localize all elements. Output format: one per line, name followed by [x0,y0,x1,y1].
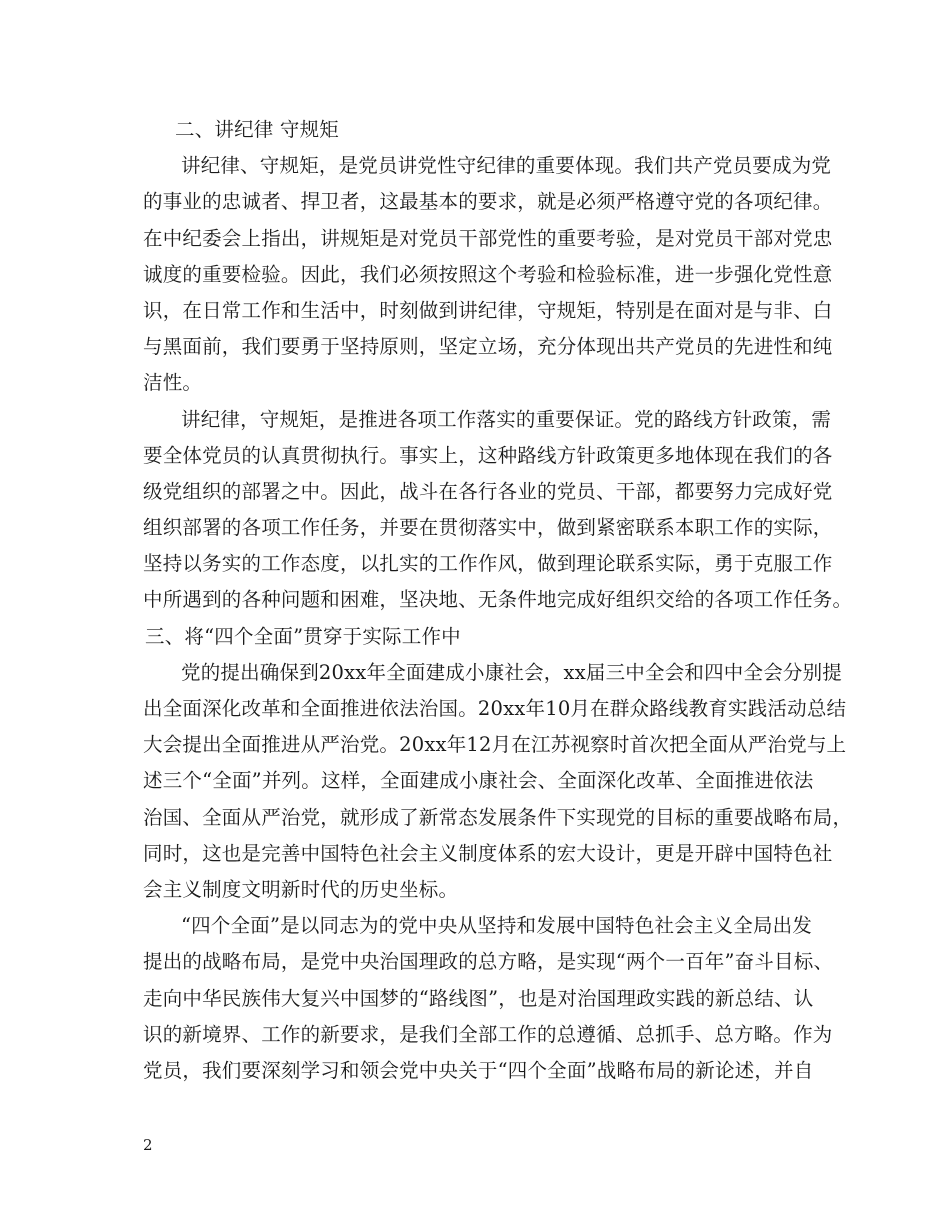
text-line: 会主义制度文明新时代的历史坐标。 [143,877,459,901]
text-line: 与黑面前，我们要勇于坚持原则，坚定立场，充分体现出共产党员的先进性和纯 [143,335,833,359]
text-line: 要全体党员的认真贯彻执行。事实上，这种路线方针政策更多地体现在我们的各 [143,443,833,467]
text-line: 三、将“四个全面”贯穿于实际工作中 [145,624,461,648]
page-number: 2 [143,1136,153,1154]
text-line: 讲纪律、守规矩，是党员讲党性守纪律的重要体现。我们共产党员要成为党 [181,154,832,178]
text-line: 二、讲纪律 守规矩 [175,118,339,141]
text-line: 大会提出全面推进从严治党。20xx年12月在江苏视察时首次把全面从严治党与上 [143,733,847,757]
text-line: 治国、全面从严治党，就形成了新常态发展条件下实现党的目标的重要战略布局， [143,805,853,829]
text-line: 讲纪律，守规矩，是推进各项工作落实的重要保证。党的路线方针政策，需 [181,407,832,431]
text-line: 同时，这也是完善中国特色社会主义制度体系的宏大设计，更是开辟中国特色社 [143,841,833,865]
text-line: 在中纪委会上指出，讲规矩是对党员干部党性的重要考验，是对党员干部对党忠 [143,226,833,250]
text-line: 中所遇到的各种问题和困难，坚决地、无条件地完成好组织交给的各项工作任务。 [143,588,853,612]
text-line: 党的提出确保到20xx年全面建成小康社会，xx届三中全会和四中全会分别提 [181,660,843,684]
text-line: 坚持以务实的工作态度，以扎实的工作作风，做到理论联系实际，勇于克服工作 [143,552,833,576]
text-line: 的事业的忠诚者、捍卫者，这最基本的要求，就是必须严格遵守党的各项纪律。 [143,190,833,214]
text-line: 组织部署的各项工作任务，并要在贯彻落实中，做到紧密联系本职工作的实际， [143,516,833,540]
text-line: “四个全面”是以同志为的党中央从坚持和发展中国特色社会主义全局出发 [181,914,813,938]
text-line: 走向中华民族伟大复兴中国梦的“路线图”，也是对治国理政实践的新总结、认 [143,986,814,1010]
text-line: 党员，我们要深刻学习和领会党中央关于“四个全面”战略布局的新论述，并自 [143,1058,814,1082]
text-line: 洁性。 [143,371,203,395]
text-line: 提出的战略布局，是党中央治国理政的总方略，是实现“两个一百年”奋斗目标、 [143,950,834,974]
text-line: 识的新境界、工作的新要求，是我们全部工作的总遵循、总抓手、总方略。作为 [143,1022,833,1046]
text-line: 诚度的重要检验。因此，我们必须按照这个考验和检验标准，进一步强化党性意 [143,262,833,286]
text-line: 述三个“全面”并列。这样，全面建成小康社会、全面深化改革、全面推进依法 [143,769,814,793]
text-line: 识，在日常工作和生活中，时刻做到讲纪律，守规矩，特别是在面对是与非、白 [143,298,833,322]
text-line: 级党组织的部署之中。因此，战斗在各行各业的党员、干部，都要努力完成好党 [143,479,833,503]
document-body [143,112,853,1089]
text-line: 出全面深化改革和全面推进依法治国。20xx年10月在群众路线教育实践活动总结 [143,697,847,720]
